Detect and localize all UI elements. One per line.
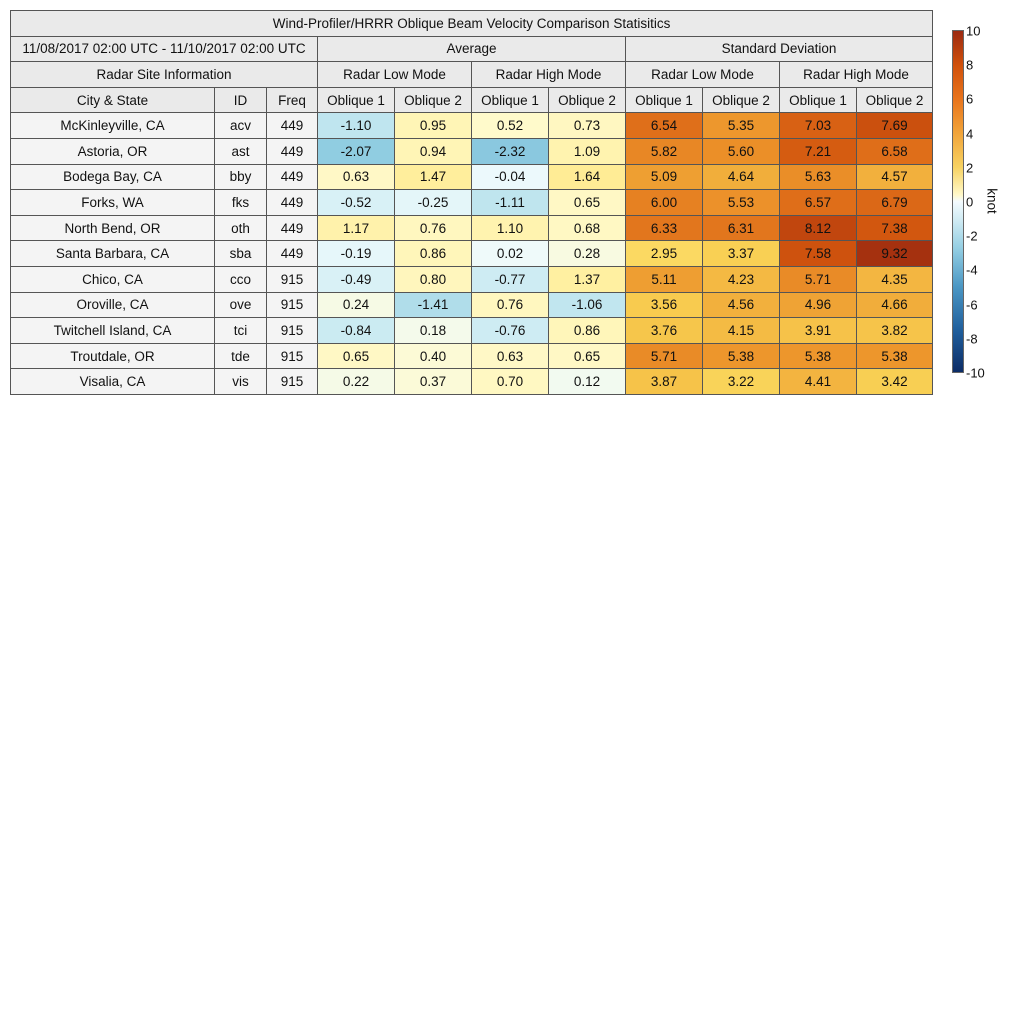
value-cell: 1.37 — [549, 266, 626, 292]
colorbar-tick-label: -10 — [966, 365, 985, 381]
value-cell: 6.58 — [857, 138, 933, 164]
value-cell: 0.22 — [318, 369, 395, 395]
value-cell: 1.09 — [549, 138, 626, 164]
value-cell: 0.28 — [549, 241, 626, 267]
colorbar — [952, 30, 964, 373]
value-cell: 0.18 — [395, 318, 472, 344]
freq-cell: 449 — [267, 113, 318, 139]
avg-high-oblique2-header: Oblique 2 — [549, 87, 626, 113]
value-cell: 6.79 — [857, 190, 933, 216]
std-high-oblique1-header: Oblique 1 — [780, 87, 857, 113]
value-cell: 4.64 — [703, 164, 780, 190]
avg-low-oblique2-header: Oblique 2 — [395, 87, 472, 113]
avg-high-oblique1-header: Oblique 1 — [472, 87, 549, 113]
value-cell: 8.12 — [780, 215, 857, 241]
value-cell: 0.95 — [395, 113, 472, 139]
std-high-oblique2-header: Oblique 2 — [857, 87, 933, 113]
avg-low-oblique1-header: Oblique 1 — [318, 87, 395, 113]
colorbar-tick-label: -6 — [966, 297, 978, 313]
table-body — [11, 113, 933, 395]
value-cell: 5.38 — [780, 343, 857, 369]
colorbar-tick-label: 4 — [966, 126, 974, 142]
value-cell: 9.32 — [857, 241, 933, 267]
city-cell: Twitchell Island, CA — [11, 318, 215, 344]
city-cell: Troutdale, OR — [11, 343, 215, 369]
table-title: Wind-Profiler/HRRR Oblique Beam Velocity Comparison Statisitics — [11, 11, 933, 37]
value-cell: 0.52 — [472, 113, 549, 139]
value-cell: 0.65 — [549, 343, 626, 369]
value-cell: 4.41 — [780, 369, 857, 395]
id-cell: vis — [215, 369, 267, 395]
freq-cell: 449 — [267, 241, 318, 267]
value-cell: 0.86 — [395, 241, 472, 267]
average-header: Average — [318, 36, 626, 62]
std-low-oblique2-header: Oblique 2 — [703, 87, 780, 113]
id-cell: tci — [215, 318, 267, 344]
value-cell: 6.31 — [703, 215, 780, 241]
value-cell: 7.58 — [780, 241, 857, 267]
id-cell: tde — [215, 343, 267, 369]
value-cell: 0.37 — [395, 369, 472, 395]
city-cell: Santa Barbara, CA — [11, 241, 215, 267]
value-cell: 0.70 — [472, 369, 549, 395]
colorbar-tick-label: 8 — [966, 57, 974, 73]
city-cell: Chico, CA — [11, 266, 215, 292]
city-cell: Oroville, CA — [11, 292, 215, 318]
id-cell: sba — [215, 241, 267, 267]
id-cell: cco — [215, 266, 267, 292]
colorbar-tick-label: -4 — [966, 262, 978, 278]
value-cell: 5.35 — [703, 113, 780, 139]
freq-cell: 915 — [267, 318, 318, 344]
table-row — [11, 138, 933, 164]
value-cell: 3.82 — [857, 318, 933, 344]
value-cell: 7.38 — [857, 215, 933, 241]
value-cell: 0.76 — [395, 215, 472, 241]
value-cell: 4.35 — [857, 266, 933, 292]
value-cell: 4.57 — [857, 164, 933, 190]
value-cell: -2.07 — [318, 138, 395, 164]
table-row — [11, 292, 933, 318]
value-cell: 5.82 — [626, 138, 703, 164]
table-row — [11, 369, 933, 395]
value-cell: 1.17 — [318, 215, 395, 241]
value-cell: 0.63 — [472, 343, 549, 369]
table-row — [11, 190, 933, 216]
colorbar-unit-label: knot — [984, 188, 1000, 214]
colorbar-tick-label: 2 — [966, 160, 974, 176]
value-cell: -0.52 — [318, 190, 395, 216]
city-column-header: City & State — [11, 87, 215, 113]
value-cell: 0.73 — [549, 113, 626, 139]
freq-cell: 915 — [267, 343, 318, 369]
id-cell: ast — [215, 138, 267, 164]
value-cell: 4.23 — [703, 266, 780, 292]
table-row — [11, 113, 933, 139]
value-cell: 1.10 — [472, 215, 549, 241]
value-cell: 5.63 — [780, 164, 857, 190]
freq-cell: 915 — [267, 266, 318, 292]
std-high-mode-header: Radar High Mode — [780, 62, 933, 88]
value-cell: 5.38 — [703, 343, 780, 369]
value-cell: 3.22 — [703, 369, 780, 395]
city-cell: Visalia, CA — [11, 369, 215, 395]
freq-cell: 449 — [267, 215, 318, 241]
value-cell: 5.71 — [626, 343, 703, 369]
colorbar-tick-label: -2 — [966, 228, 978, 244]
value-cell: 0.02 — [472, 241, 549, 267]
freq-cell: 915 — [267, 369, 318, 395]
value-cell: 4.56 — [703, 292, 780, 318]
colorbar-tick-label: 10 — [966, 23, 981, 39]
value-cell: 3.56 — [626, 292, 703, 318]
comparison-table — [10, 10, 933, 395]
value-cell: 4.96 — [780, 292, 857, 318]
value-cell: -0.77 — [472, 266, 549, 292]
city-cell: Bodega Bay, CA — [11, 164, 215, 190]
value-cell: 4.66 — [857, 292, 933, 318]
value-cell: 7.69 — [857, 113, 933, 139]
id-cell: bby — [215, 164, 267, 190]
value-cell: -1.10 — [318, 113, 395, 139]
id-cell: fks — [215, 190, 267, 216]
value-cell: 3.42 — [857, 369, 933, 395]
value-cell: -0.04 — [472, 164, 549, 190]
value-cell: 3.87 — [626, 369, 703, 395]
id-cell: oth — [215, 215, 267, 241]
value-cell: 0.94 — [395, 138, 472, 164]
table-row — [11, 266, 933, 292]
colorbar-tick-label: 6 — [966, 91, 974, 107]
value-cell: 5.60 — [703, 138, 780, 164]
value-cell: -0.25 — [395, 190, 472, 216]
value-cell: 7.03 — [780, 113, 857, 139]
value-cell: -0.84 — [318, 318, 395, 344]
value-cell: -2.32 — [472, 138, 549, 164]
value-cell: -1.41 — [395, 292, 472, 318]
city-cell: North Bend, OR — [11, 215, 215, 241]
table-row — [11, 164, 933, 190]
city-cell: Astoria, OR — [11, 138, 215, 164]
value-cell: -1.11 — [472, 190, 549, 216]
avg-low-mode-header: Radar Low Mode — [318, 62, 472, 88]
site-info-header: Radar Site Information — [11, 62, 318, 88]
value-cell: 5.11 — [626, 266, 703, 292]
id-cell: acv — [215, 113, 267, 139]
value-cell: 5.09 — [626, 164, 703, 190]
table-row — [11, 318, 933, 344]
value-cell: -0.19 — [318, 241, 395, 267]
colorbar-tick-label: 0 — [966, 194, 974, 210]
value-cell: 6.00 — [626, 190, 703, 216]
value-cell: 2.95 — [626, 241, 703, 267]
freq-cell: 449 — [267, 190, 318, 216]
city-cell: McKinleyville, CA — [11, 113, 215, 139]
value-cell: 5.53 — [703, 190, 780, 216]
value-cell: 6.54 — [626, 113, 703, 139]
value-cell: 0.76 — [472, 292, 549, 318]
value-cell: 0.80 — [395, 266, 472, 292]
value-cell: 5.71 — [780, 266, 857, 292]
value-cell: 5.38 — [857, 343, 933, 369]
value-cell: 0.24 — [318, 292, 395, 318]
stddev-header: Standard Deviation — [626, 36, 933, 62]
freq-column-header: Freq — [267, 87, 318, 113]
colorbar-tick-label: -8 — [966, 331, 978, 347]
freq-cell: 449 — [267, 164, 318, 190]
value-cell: -1.06 — [549, 292, 626, 318]
std-low-oblique1-header: Oblique 1 — [626, 87, 703, 113]
std-low-mode-header: Radar Low Mode — [626, 62, 780, 88]
id-column-header: ID — [215, 87, 267, 113]
value-cell: 0.86 — [549, 318, 626, 344]
value-cell: 7.21 — [780, 138, 857, 164]
table-row — [11, 215, 933, 241]
value-cell: 4.15 — [703, 318, 780, 344]
value-cell: 1.47 — [395, 164, 472, 190]
city-cell: Forks, WA — [11, 190, 215, 216]
value-cell: -0.76 — [472, 318, 549, 344]
table-row — [11, 343, 933, 369]
value-cell: 3.91 — [780, 318, 857, 344]
value-cell: 0.65 — [549, 190, 626, 216]
freq-cell: 915 — [267, 292, 318, 318]
value-cell: 0.65 — [318, 343, 395, 369]
value-cell: 0.68 — [549, 215, 626, 241]
value-cell: 3.37 — [703, 241, 780, 267]
value-cell: 3.76 — [626, 318, 703, 344]
freq-cell: 449 — [267, 138, 318, 164]
value-cell: 0.63 — [318, 164, 395, 190]
date-range: 11/08/2017 02:00 UTC - 11/10/2017 02:00 UTC — [11, 36, 318, 62]
value-cell: 6.57 — [780, 190, 857, 216]
value-cell: -0.49 — [318, 266, 395, 292]
value-cell: 6.33 — [626, 215, 703, 241]
table-row — [11, 241, 933, 267]
avg-high-mode-header: Radar High Mode — [472, 62, 626, 88]
value-cell: 0.40 — [395, 343, 472, 369]
value-cell: 1.64 — [549, 164, 626, 190]
id-cell: ove — [215, 292, 267, 318]
value-cell: 0.12 — [549, 369, 626, 395]
